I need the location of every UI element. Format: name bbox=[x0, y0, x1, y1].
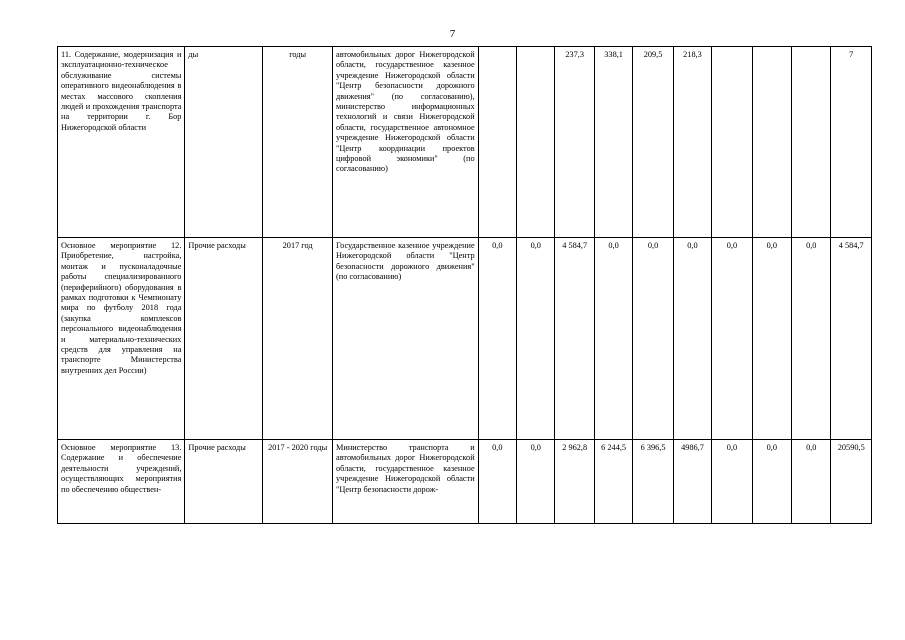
value-cell bbox=[752, 47, 791, 238]
period-cell: 2017 - 2020 годы bbox=[263, 440, 333, 524]
executor-cell: Министерство транспорта и автомобильных дорог Нижегородской области, государственное казенное учреждение Нижегородской области "Центр безопасности дорож- bbox=[333, 440, 479, 524]
executor-cell: Государственное казенное учреждение Нижегородской области "Центр безопасности дорожного движения" (по согласованию) bbox=[333, 238, 479, 440]
value-cell: 0,0 bbox=[752, 238, 791, 440]
total-cell: 4 584,7 bbox=[831, 238, 872, 440]
value-cell bbox=[712, 47, 752, 238]
value-cell: 6 396,5 bbox=[633, 440, 673, 524]
table-row bbox=[58, 440, 872, 524]
value-cell: 338,1 bbox=[594, 47, 632, 238]
value-cell: 0,0 bbox=[792, 440, 831, 524]
value-cell: 0,0 bbox=[517, 238, 555, 440]
period-cell: 2017 год bbox=[263, 238, 333, 440]
total-cell: 20590,5 bbox=[831, 440, 872, 524]
value-cell: 0,0 bbox=[594, 238, 632, 440]
measure-name-cell: Основное мероприятие 13. Содержание и обеспечение деятельности учреждений, осуществляющих мероприятия по обеспечению обществен- bbox=[58, 440, 185, 524]
value-cell: 0,0 bbox=[752, 440, 791, 524]
value-cell bbox=[517, 47, 555, 238]
total-cell: 7 bbox=[831, 47, 872, 238]
measure-name-cell: 11. Содержание, модернизация и эксплуатационно-техническое обслуживание системы оперативного видеонаблюдения в местах массового скопления людей и прохождения транспорта на территории г. Бор Нижегородской области bbox=[58, 47, 185, 238]
value-cell: 0,0 bbox=[517, 440, 555, 524]
measure-name-cell: Основное мероприятие 12. Приобретение, настройка, монтаж и пусконаладочные работы специализированного (периферийного) оборудования в рамках подготовки к Чемпионату мира по футболу 2018 года (закупка комплексов персонального видеонаблюдения и материально-технических средств для управления на транспорте Министерства внутренних дел России) bbox=[58, 238, 185, 440]
value-cell: 0,0 bbox=[478, 238, 516, 440]
page-number: 7 bbox=[449, 28, 456, 40]
funding-source-cell: ды bbox=[185, 47, 263, 238]
value-cell: 0,0 bbox=[712, 238, 752, 440]
table-row bbox=[58, 238, 872, 440]
value-cell bbox=[478, 47, 516, 238]
value-cell: 6 244,5 bbox=[594, 440, 632, 524]
value-cell: 237,3 bbox=[555, 47, 594, 238]
value-cell: 4986,7 bbox=[673, 440, 711, 524]
period-cell: годы bbox=[263, 47, 333, 238]
value-cell: 0,0 bbox=[633, 238, 673, 440]
table-row bbox=[58, 47, 872, 238]
value-cell: 0,0 bbox=[478, 440, 516, 524]
program-measures-table bbox=[57, 46, 872, 524]
value-cell: 0,0 bbox=[673, 238, 711, 440]
value-cell bbox=[792, 47, 831, 238]
executor-cell: автомобильных дорог Нижегородской области, государственное казенное учреждение Нижегородской области "Центр безопасности дорожного движения" (по согласованию), министерство информационных технологий и связи Нижегородской области, государственное автономное учреждение Нижегородской области "Центр координации проектов цифровой экономики" (по согласованию) bbox=[333, 47, 479, 238]
value-cell: 2 962,8 bbox=[555, 440, 594, 524]
value-cell: 218,3 bbox=[673, 47, 711, 238]
value-cell: 209,5 bbox=[633, 47, 673, 238]
value-cell: 0,0 bbox=[712, 440, 752, 524]
funding-source-cell: Прочие расходы bbox=[185, 440, 263, 524]
value-cell: 0,0 bbox=[792, 238, 831, 440]
funding-source-cell: Прочие расходы bbox=[185, 238, 263, 440]
value-cell: 4 584,7 bbox=[555, 238, 594, 440]
